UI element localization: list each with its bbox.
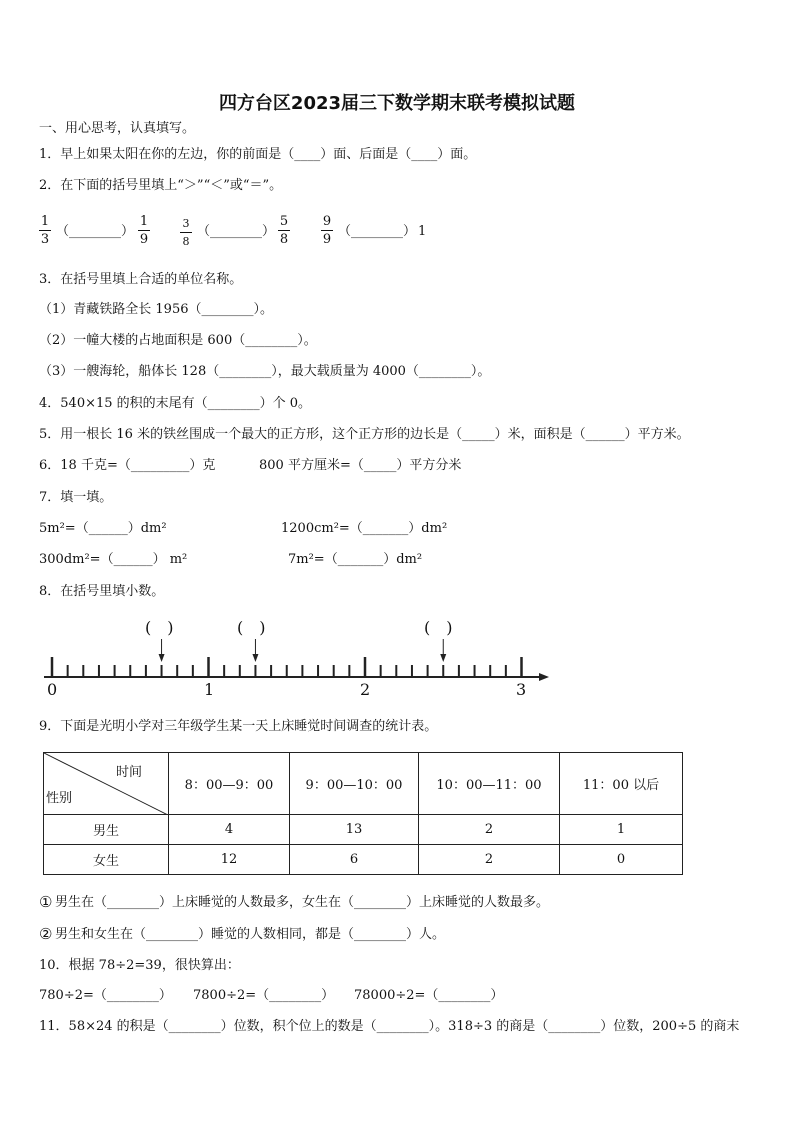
- question-10: 10．根据 78÷2=39，很快算出：: [39, 958, 240, 973]
- table-cell: 6: [290, 845, 419, 875]
- fraction-3-8: 3 8: [179, 216, 193, 249]
- fraction-1-9: 1 9: [139, 214, 149, 247]
- table-cell: 1: [560, 815, 683, 845]
- question-7-item-2: 1200cm²=（_______）dm²: [281, 521, 448, 536]
- table-cell: 2: [419, 815, 560, 845]
- question-1: 1．早上如果太阳在你的左边，你的前面是（____）面、后面是（____）面。: [39, 147, 477, 162]
- bedtime-table: [43, 752, 683, 875]
- table-cell: 12: [169, 845, 290, 875]
- question-6-left: 6．18 千克=（_________）克: [39, 458, 216, 473]
- pointer-arrow-icon: [440, 654, 446, 662]
- header-sex: 性别: [46, 791, 73, 806]
- column-header: 9：00—10：00: [290, 753, 419, 815]
- table-cell: 4: [169, 815, 290, 845]
- question-10-item-2: 7800÷2=（________）: [193, 988, 335, 1003]
- row-label: 男生: [44, 815, 169, 845]
- row-label: 女生: [44, 845, 169, 875]
- page-title: 四方台区2023届三下数学期末联考模拟试题: [218, 93, 576, 114]
- table-cell: 13: [290, 815, 419, 845]
- question-8: 8．在括号里填小数。: [39, 584, 165, 599]
- pointer-arrow-icon: [252, 654, 258, 662]
- number-line-label-3: 3: [516, 680, 527, 699]
- table-row: [44, 845, 683, 875]
- question-3-item-3: （3）一艘海轮，船体长 128（________），最大载质量为 4000（________）。: [39, 364, 491, 379]
- question-5: 5．用一根长 16 米的铁丝围成一个最大的正方形，这个正方形的边长是（_____）米，面积是（______）平方米。: [39, 427, 690, 442]
- question-7: 7．填一填。: [39, 490, 113, 505]
- compare-blank-1[interactable]: （________）: [56, 224, 135, 239]
- column-header: 11：00 以后: [560, 753, 683, 815]
- number-line-label-1: 1: [204, 680, 215, 699]
- number-line-label-2: 2: [360, 680, 371, 699]
- compare-blank-2[interactable]: （________）: [197, 224, 276, 239]
- number-line-blank-1[interactable]: ( ): [145, 618, 174, 637]
- question-9-sub-2: 男生和女生在（________）睡觉的人数相同，都是（________）人。: [55, 927, 446, 942]
- header-time: 时间: [115, 765, 142, 780]
- fraction-5-8: 5 8: [279, 214, 289, 247]
- question-10-item-1: 780÷2=（________）: [39, 988, 172, 1003]
- fraction-1-3: 1 3: [40, 214, 50, 247]
- compare-blank-3[interactable]: （________）: [338, 224, 417, 239]
- pointer-arrow-icon: [159, 654, 165, 662]
- table-cell: 2: [419, 845, 560, 875]
- table-corner-header: [44, 753, 169, 815]
- question-7-item-4: 7m²=（_______）dm²: [288, 552, 423, 567]
- circled-two: ②: [39, 925, 53, 943]
- column-header: 8：00—9：00: [169, 753, 290, 815]
- table-row: [44, 815, 683, 845]
- question-3-item-1: （1）青藏铁路全长 1956（________）。: [39, 302, 273, 317]
- question-7-item-3: 300dm²=（______） m²: [39, 552, 188, 567]
- question-6-right: 800 平方厘米=（_____）平方分米: [259, 458, 462, 473]
- question-3: 3．在括号里填上合适的单位名称。: [39, 272, 243, 287]
- arrow-head-icon: [539, 673, 549, 681]
- number-one: 1: [418, 224, 427, 239]
- question-9-sub-1: 男生在（________）上床睡觉的人数最多，女生在（________）上床睡觉的人数最多。: [55, 895, 550, 910]
- section-heading: 一、用心思考，认真填写。: [39, 121, 196, 136]
- question-7-item-1: 5m²=（______）dm²: [39, 521, 167, 536]
- question-2: 2．在下面的括号里填上“＞”“＜”或“＝”。: [39, 178, 283, 193]
- fraction-9-9: 9 9: [322, 214, 332, 247]
- question-11: 11．58×24 的积是（________）位数，积个位上的数是（________）。318÷3 的商是（________）位数，200÷5 的商末: [39, 1019, 740, 1034]
- table-cell: 0: [560, 845, 683, 875]
- number-line-blank-2[interactable]: ( ): [237, 618, 266, 637]
- number-line-blank-3[interactable]: ( ): [424, 618, 453, 637]
- question-4: 4．540×15 的积的末尾有（________）个 0。: [39, 396, 312, 411]
- question-10-item-3: 78000÷2=（________）: [354, 988, 504, 1003]
- question-3-item-2: （2）一幢大楼的占地面积是 600（________）。: [39, 333, 317, 348]
- question-9: 9．下面是光明小学对三年级学生某一天上床睡觉时间调查的统计表。: [39, 719, 438, 734]
- circled-one: ①: [39, 893, 53, 911]
- column-header: 10：00—11：00: [419, 753, 560, 815]
- number-line-label-0: 0: [47, 680, 58, 699]
